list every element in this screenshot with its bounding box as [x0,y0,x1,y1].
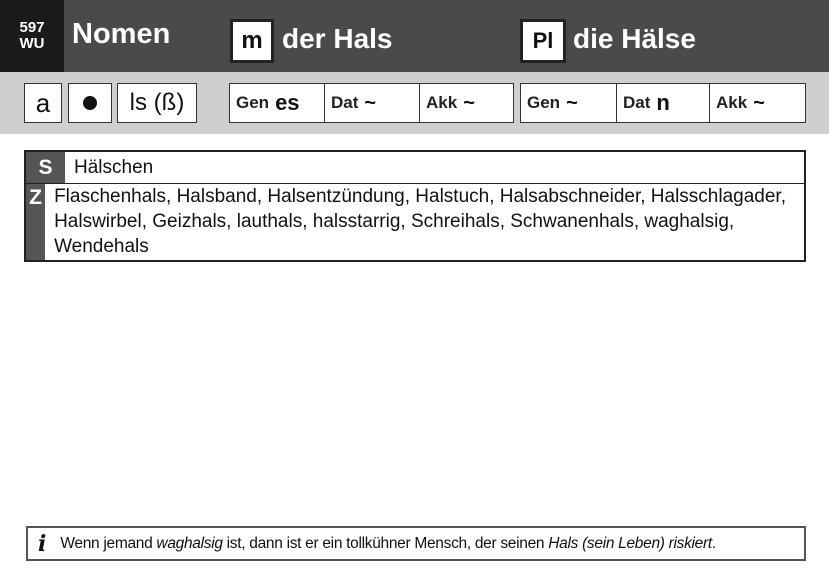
plural-case-gen [521,84,617,122]
case-value: ~ [566,91,578,114]
case-label: Gen [236,93,270,112]
case-label: Dat [331,93,359,112]
info-icon: i [38,530,47,557]
case-value: es [275,90,300,115]
singular-form: der Hals [282,23,393,54]
plural-case-akk [710,84,805,122]
plural-cases [520,83,806,123]
dot-icon [83,96,97,110]
entry-header [0,0,829,72]
case-value: ~ [364,91,377,114]
case-label: Gen [527,93,561,112]
row-key: S [26,152,65,183]
info-note [26,526,806,561]
info-text-part: ist, dann ist er ein tollkühner Mensch, der seinen [222,534,549,552]
entry-number: 597 [19,19,45,36]
word-class-title: Nomen [72,18,171,50]
case-value: ~ [753,91,765,114]
info-text-emphasis: Hals (sein Leben) riskiert [548,534,712,552]
compounds-row [26,184,804,260]
info-text-emphasis: waghalsig [156,534,223,552]
diminutive-text: Hälschen [74,157,154,178]
case-label: Dat [623,93,651,112]
entry-number-box [0,0,64,72]
case-value: n [656,90,670,115]
plural-case-dat [617,84,710,122]
case-label: Akk [716,93,748,112]
info-text [60,535,716,553]
plural-marker-box: Pl [520,19,566,63]
info-text-part: Wenn jemand [60,534,157,552]
singular-cases [229,83,514,123]
diminutive-row [26,152,804,184]
gender-box: m [230,19,274,63]
entry-code: WU [19,35,45,52]
case-label: Akk [426,93,458,112]
ending-cell: ls (ß) [117,83,197,123]
vowel-cell: a [24,83,62,123]
singular-case-gen [230,84,325,122]
singular-case-akk [420,84,513,122]
row-key: Z [26,184,45,260]
case-value: ~ [463,91,475,114]
singular-case-dat [325,84,420,122]
derivations-table [24,150,806,262]
short-vowel-dot-cell [68,83,112,123]
plural-form: die Hälse [573,23,696,54]
info-text-part: . [711,534,716,552]
compounds-text: Flaschenhals, Halsband, Halsentzündung, Halstuch, Halsabschneider, Halsschlagader, Halswirbel, Geizhals, lauthals, halsstarrig, Schreihals, Schwanenhals, waghalsig, Wendehals [54,186,786,257]
